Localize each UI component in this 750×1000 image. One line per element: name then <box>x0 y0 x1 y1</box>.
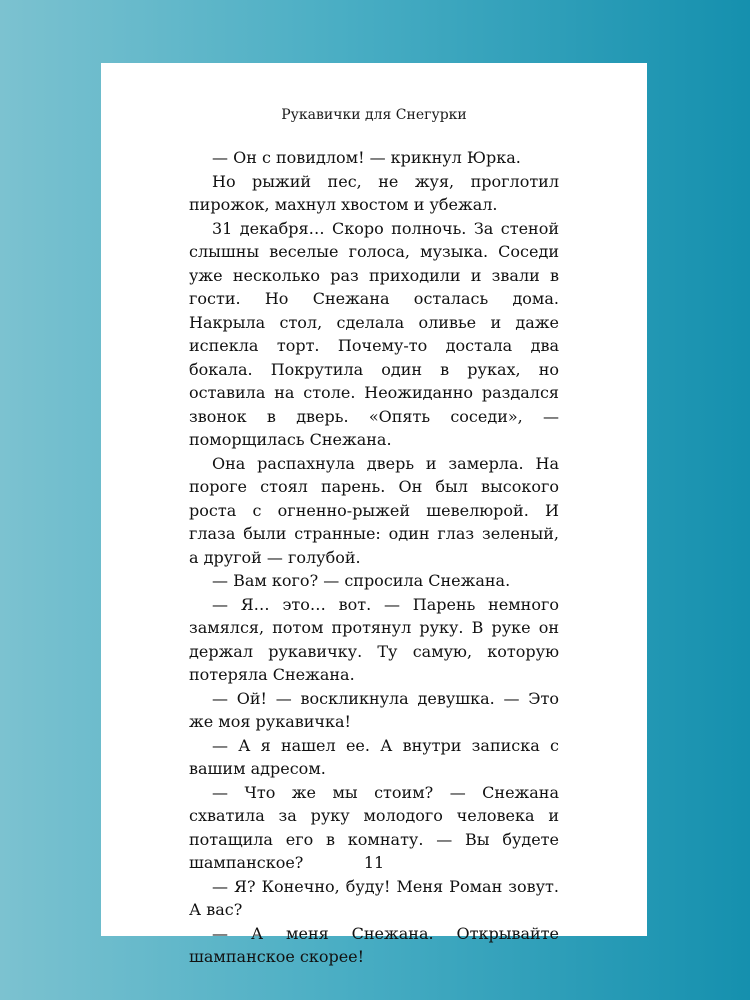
paragraph: — А меня Снежана. Открывайте шампанское скорее! <box>189 923 559 966</box>
paragraph: Она распахнула дверь и замерла. На пороге стоял парень. Он был высокого роста с огненно-рыжей шевелюрой. И глаза были странные: один глаз зеленый, а другой — голубой. <box>189 453 559 567</box>
paragraph: Но рыжий пес, не жуя, проглотил пирожок, махнул хвостом и убежал. <box>189 171 559 214</box>
paragraph: 31 декабря… Скоро полночь. За стеной слышны веселые голоса, музыка. Соседи уже несколько раз приходили и звали в гости. Но Снежана осталась дома. Накрыла стол, сделала оливье и даже испекла торт. Почему-то достала два бокала. Покрутила один в руках, но оставила на столе. Неожиданно раздался звонок в дверь. «Опять соседи», — поморщилась Снежана. <box>189 218 559 449</box>
running-title: Рукавички для Снегурки <box>281 107 467 123</box>
book-page <box>101 63 647 966</box>
body-text <box>189 146 559 969</box>
paragraph: — Ой! — воскликнула девушка. — Это же моя рукавичка! <box>189 688 559 731</box>
paragraph: — Я? Конечно, буду! Меня Роман зовут. А вас? <box>189 876 559 919</box>
page-number: 11 <box>363 853 385 872</box>
paragraph: — А я нашел ее. А внутри записка с вашим адресом. <box>189 735 559 778</box>
paragraph: — Что же мы стоим? — Снежана схватила за руку молодого человека и потащила его в комнату. — Вы будете шампанское? <box>189 782 559 872</box>
paragraph: — Вам кого? — спросила Снежана. <box>212 571 511 590</box>
paragraph: — Я… это… вот. — Парень немного замялся, потом протянул руку. В руке он держал рукавичку. Ту самую, которую потеряла Снежана. <box>189 594 559 684</box>
paragraph: — Он с повидлом! — крикнул Юрка. <box>212 148 521 167</box>
